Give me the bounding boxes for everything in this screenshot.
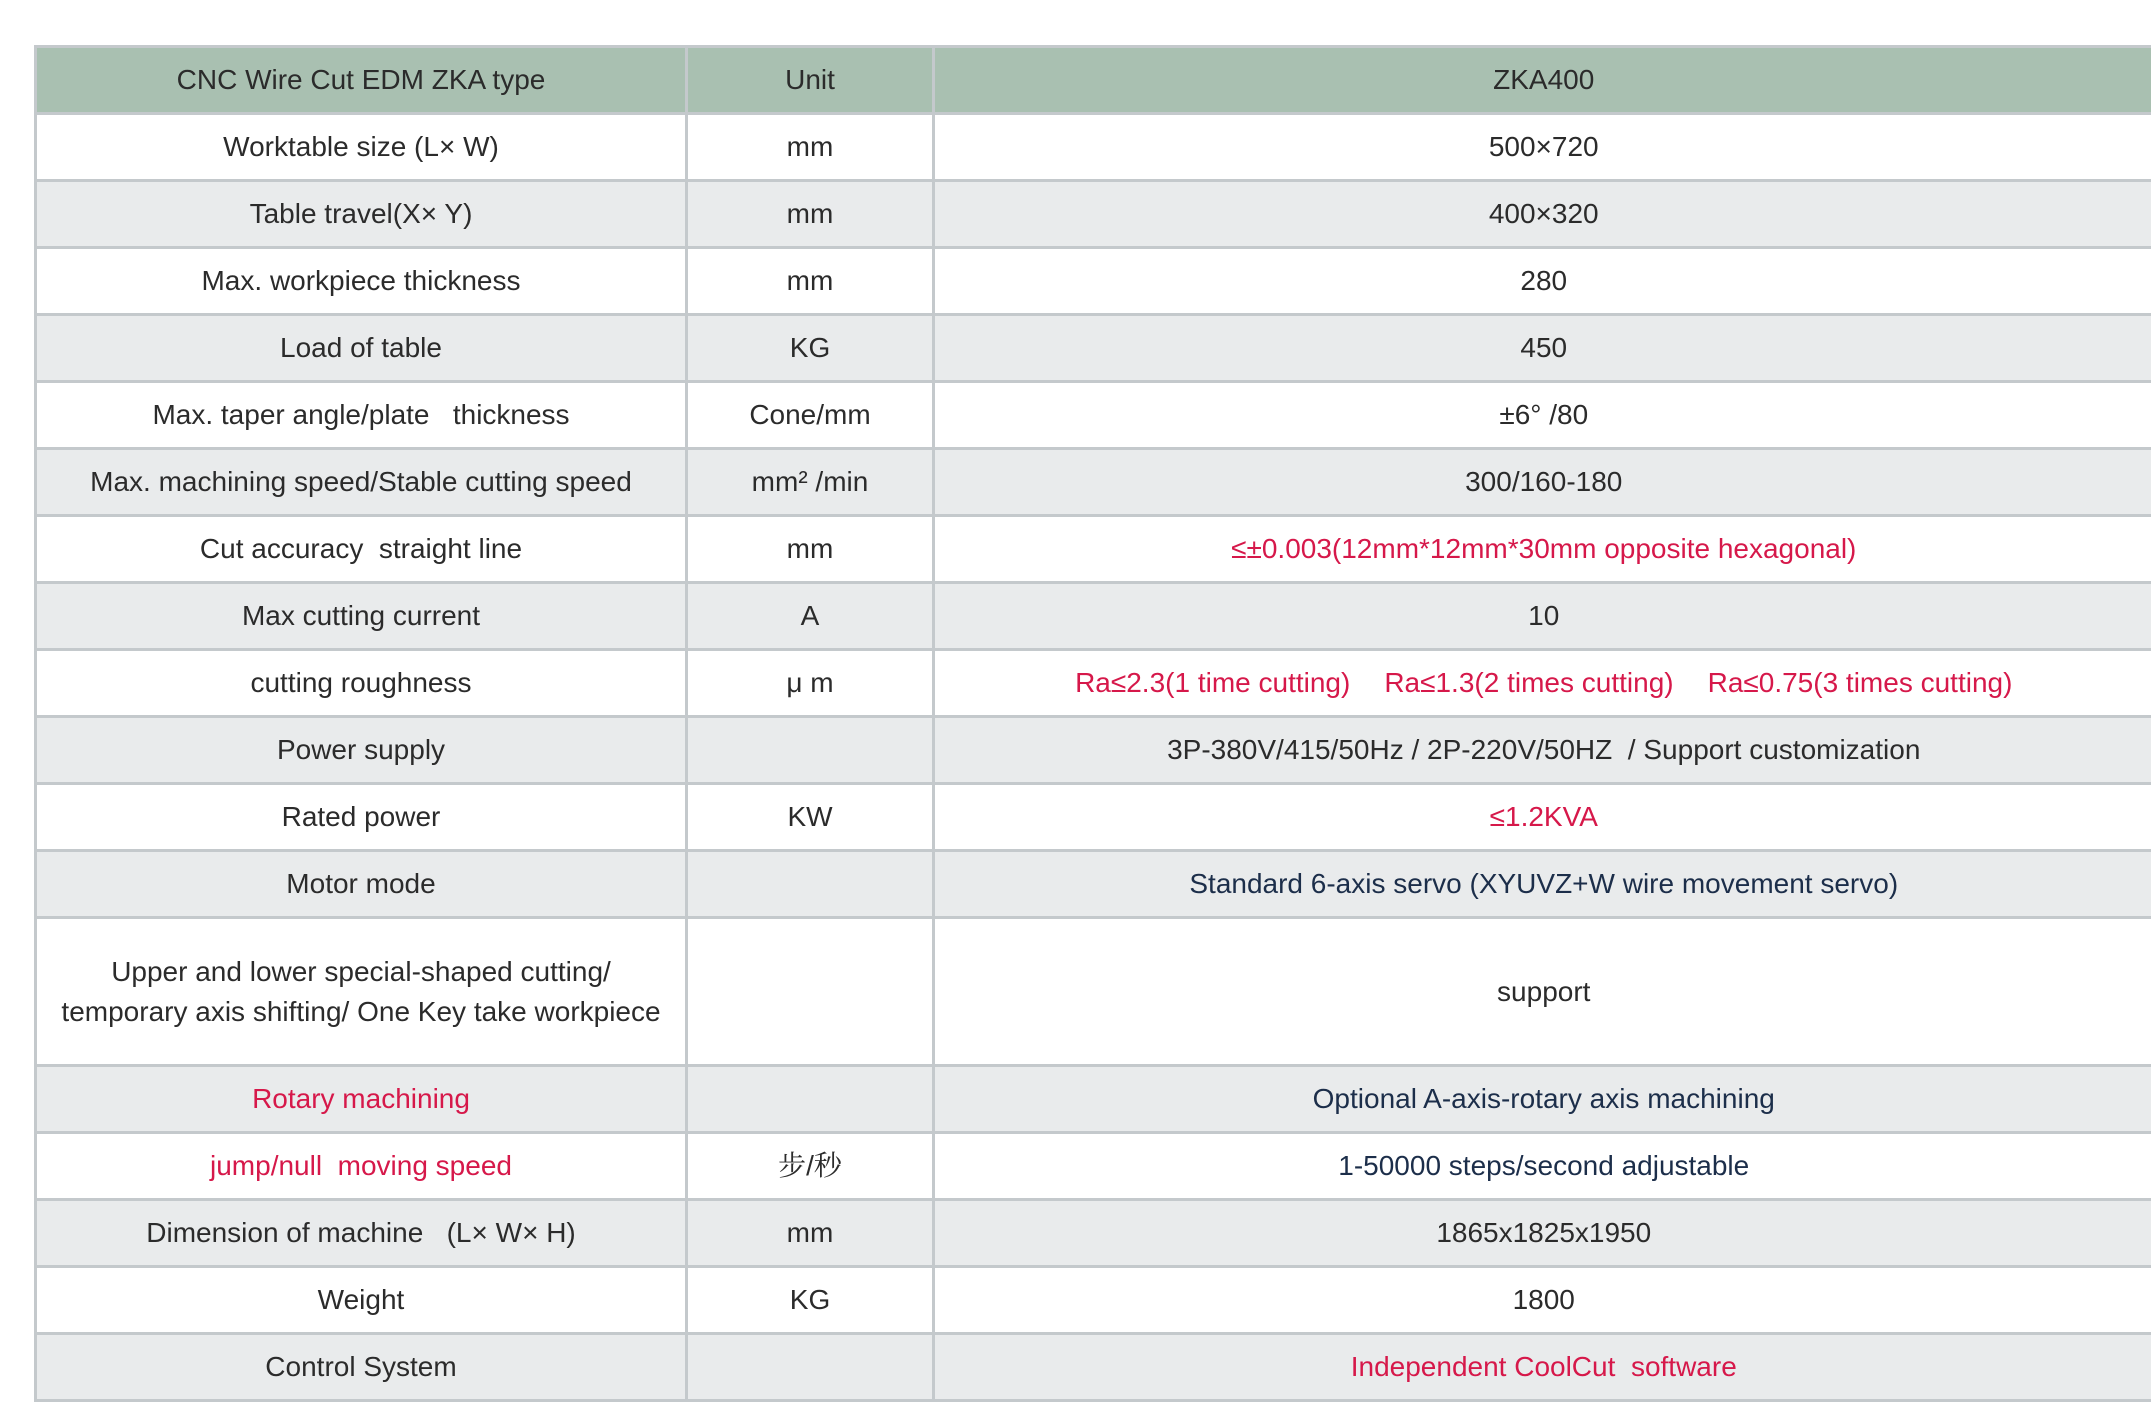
row-parameter: Table travel(X× Y) bbox=[36, 181, 687, 248]
roughness-2: Ra≤1.3(2 times cutting) bbox=[1384, 667, 1674, 698]
table-row bbox=[36, 583, 2151, 650]
row-unit bbox=[687, 1334, 934, 1401]
row-parameter: Rated power bbox=[36, 784, 687, 851]
row-value: 400×320 bbox=[934, 181, 2151, 248]
roughness-1: Ra≤2.3(1 time cutting) bbox=[1075, 667, 1351, 698]
table-row bbox=[36, 382, 2151, 449]
row-value: Optional A-axis-rotary axis machining bbox=[934, 1066, 2151, 1133]
table-row bbox=[36, 248, 2151, 315]
row-value: 300/160-180 bbox=[934, 449, 2151, 516]
row-value: 1865x1825x1950 bbox=[934, 1200, 2151, 1267]
row-unit: 步/秒 bbox=[687, 1133, 934, 1200]
table-row bbox=[36, 1200, 2151, 1267]
row-parameter: Max cutting current bbox=[36, 583, 687, 650]
row-unit bbox=[687, 851, 934, 918]
row-value: 1-50000 steps/second adjustable bbox=[934, 1133, 2151, 1200]
row-value: support bbox=[934, 918, 2151, 1066]
row-value: ≤±0.003(12mm*12mm*30mm opposite hexagonal) bbox=[934, 516, 2151, 583]
row-value: 1800 bbox=[934, 1267, 2151, 1334]
row-parameter: Weight bbox=[36, 1267, 687, 1334]
row-parameter: Rotary machining bbox=[36, 1066, 687, 1133]
table-row bbox=[36, 784, 2151, 851]
row-unit: Cone/mm bbox=[687, 382, 934, 449]
header-parameter: CNC Wire Cut EDM ZKA type bbox=[36, 47, 687, 114]
row-value: ≤1.2KVA bbox=[934, 784, 2151, 851]
row-value: 3P-380V/415/50Hz / 2P-220V/50HZ / Support customization bbox=[934, 717, 2151, 784]
table-row bbox=[36, 1066, 2151, 1133]
table-row bbox=[36, 114, 2151, 181]
row-parameter: Max. taper angle/plate thickness bbox=[36, 382, 687, 449]
table-row bbox=[36, 449, 2151, 516]
row-unit: KG bbox=[687, 1267, 934, 1334]
roughness-3: Ra≤0.75(3 times cutting) bbox=[1707, 667, 2013, 698]
row-value bbox=[934, 650, 2151, 717]
row-value: 500×720 bbox=[934, 114, 2151, 181]
header-row bbox=[36, 47, 2151, 114]
row-unit: KW bbox=[687, 784, 934, 851]
row-unit: A bbox=[687, 583, 934, 650]
table-row bbox=[36, 516, 2151, 583]
row-unit: mm bbox=[687, 181, 934, 248]
table-row bbox=[36, 181, 2151, 248]
table-row bbox=[36, 717, 2151, 784]
row-unit: KG bbox=[687, 315, 934, 382]
table-row bbox=[36, 1133, 2151, 1200]
row-parameter: Motor mode bbox=[36, 851, 687, 918]
row-value: Independent CoolCut software bbox=[934, 1334, 2151, 1401]
row-parameter: Dimension of machine (L× W× H) bbox=[36, 1200, 687, 1267]
row-unit: mm bbox=[687, 114, 934, 181]
row-parameter: Max. workpiece thickness bbox=[36, 248, 687, 315]
row-unit bbox=[687, 918, 934, 1066]
table-row bbox=[36, 1334, 2151, 1401]
row-unit bbox=[687, 717, 934, 784]
row-parameter: Max. machining speed/Stable cutting speed bbox=[36, 449, 687, 516]
row-unit: mm bbox=[687, 248, 934, 315]
row-value: Standard 6-axis servo (XYUVZ+W wire movement servo) bbox=[934, 851, 2151, 918]
table-row bbox=[36, 315, 2151, 382]
row-parameter: Power supply bbox=[36, 717, 687, 784]
row-parameter: Worktable size (L× W) bbox=[36, 114, 687, 181]
row-parameter: Control System bbox=[36, 1334, 687, 1401]
row-parameter: Load of table bbox=[36, 315, 687, 382]
row-value: 10 bbox=[934, 583, 2151, 650]
row-parameter: jump/null moving speed bbox=[36, 1133, 687, 1200]
row-unit: mm² /min bbox=[687, 449, 934, 516]
row-value: ±6° /80 bbox=[934, 382, 2151, 449]
table-row bbox=[36, 918, 2151, 1066]
table-row bbox=[36, 1267, 2151, 1334]
row-unit: mm bbox=[687, 1200, 934, 1267]
row-parameter: Upper and lower special-shaped cutting/ temporary axis shifting/ One Key take workpiece bbox=[36, 918, 687, 1066]
row-unit: μ m bbox=[687, 650, 934, 717]
row-unit bbox=[687, 1066, 934, 1133]
table-row bbox=[36, 650, 2151, 717]
table-row bbox=[36, 851, 2151, 918]
spec-table bbox=[34, 45, 2151, 1402]
row-parameter: cutting roughness bbox=[36, 650, 687, 717]
row-value: 450 bbox=[934, 315, 2151, 382]
header-unit: Unit bbox=[687, 47, 934, 114]
row-value: 280 bbox=[934, 248, 2151, 315]
row-parameter: Cut accuracy straight line bbox=[36, 516, 687, 583]
header-model: ZKA400 bbox=[934, 47, 2151, 114]
row-unit: mm bbox=[687, 516, 934, 583]
